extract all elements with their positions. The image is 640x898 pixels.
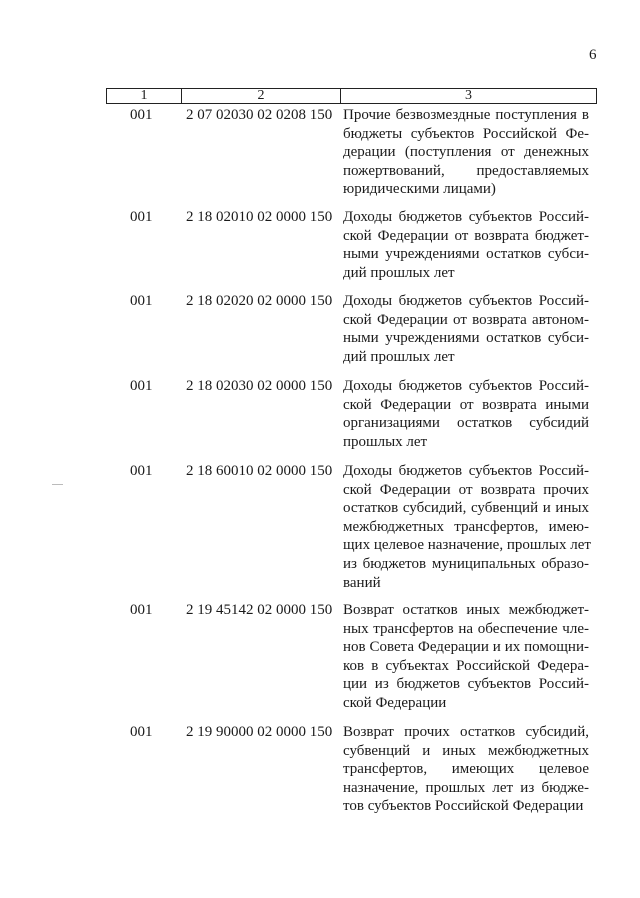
admin-code: 001 (130, 293, 153, 309)
description-line: ными учреждениями остатков субси- (343, 330, 589, 347)
description-line: из бюджетов муниципальных образо- (343, 555, 589, 572)
header-col-3: 3 (465, 88, 472, 103)
description-line: дий прошлых лет (343, 264, 455, 281)
admin-code: 001 (130, 724, 153, 740)
revenue-description (343, 292, 589, 366)
description-line: дий прошлых лет (343, 348, 455, 365)
budget-classification-code: 2 19 90000 02 0000 150 (186, 724, 333, 740)
description-line: субвенций и иных межбюджетных (343, 742, 589, 759)
revenue-description (343, 462, 589, 592)
description-line: юридическими лицами) (343, 181, 496, 198)
revenue-description (343, 377, 589, 451)
description-line: бюджеты субъектов Российской Фе- (343, 125, 589, 142)
admin-code: 001 (130, 378, 153, 394)
description-line: ными учреждениями остатков субси- (343, 246, 589, 263)
revenue-description (343, 106, 589, 199)
description-line: дерации (поступления от денежных (343, 144, 589, 161)
description-line: Возврат остатков иных межбюджет- (343, 602, 589, 618)
description-line: ской Федерации от возврата бюджет- (343, 227, 589, 244)
description-line: Прочие безвозмездные поступления в (343, 107, 589, 123)
table-header (106, 88, 597, 104)
description-line: организациями остатков субсидий (343, 415, 589, 432)
header-col-2: 2 (182, 89, 341, 103)
budget-classification-code: 2 18 02020 02 0000 150 (186, 293, 333, 309)
description-line: Возврат прочих остатков субсидий, (343, 724, 589, 740)
description-line: прошлых лет (343, 433, 428, 450)
description-line: пожертвований, предоставляемых (343, 162, 589, 179)
page-number: 6 (589, 47, 597, 63)
description-line: Доходы бюджетов субъектов Россий- (343, 378, 589, 394)
description-line: межбюджетных трансфертов, имею- (343, 518, 589, 535)
description-line: ской Федерации от возврата прочих (343, 481, 589, 498)
revenue-description (343, 208, 589, 282)
revenue-description (343, 601, 589, 713)
header-col-1: 1 (107, 89, 182, 103)
budget-classification-code: 2 18 60010 02 0000 150 (186, 463, 333, 479)
description-line: Доходы бюджетов субъектов Россий- (343, 293, 589, 309)
admin-code: 001 (130, 463, 153, 479)
description-line: ков в субъектах Российской Федера- (343, 657, 589, 674)
description-line: щих целевое назначение, прошлых лет (343, 537, 591, 554)
admin-code: 001 (130, 209, 153, 225)
budget-classification-code: 2 19 45142 02 0000 150 (186, 602, 333, 618)
description-line: ской Федерации от возврата автоном- (343, 311, 589, 328)
description-line: назначение, прошлых лет из бюдже- (343, 779, 589, 796)
budget-classification-code: 2 18 02030 02 0000 150 (186, 378, 333, 394)
budget-classification-code: 2 07 02030 02 0208 150 (186, 107, 333, 123)
description-line: Доходы бюджетов субъектов Россий- (343, 463, 589, 479)
budget-classification-code: 2 18 02010 02 0000 150 (186, 209, 333, 225)
admin-code: 001 (130, 602, 153, 618)
description-line: Доходы бюджетов субъектов Россий- (343, 209, 589, 225)
description-line: остатков субсидий, субвенций и иных (343, 500, 589, 517)
description-line: трансфертов, имеющих целевое (343, 761, 589, 778)
description-line: ных трансфертов на обеспечение чле- (343, 620, 589, 637)
description-line: ваний (343, 574, 381, 591)
description-line: ции из бюджетов субъектов Россий- (343, 676, 589, 693)
description-line: ской Федерации (343, 694, 447, 711)
description-line: нов Совета Федерации и их помощни- (343, 639, 589, 656)
description-line: тов субъектов Российской Федерации (343, 798, 584, 815)
description-line: ской Федерации от возврата иными (343, 396, 589, 413)
revenue-description (343, 723, 589, 816)
margin-mark (52, 484, 63, 485)
admin-code: 001 (130, 107, 153, 123)
